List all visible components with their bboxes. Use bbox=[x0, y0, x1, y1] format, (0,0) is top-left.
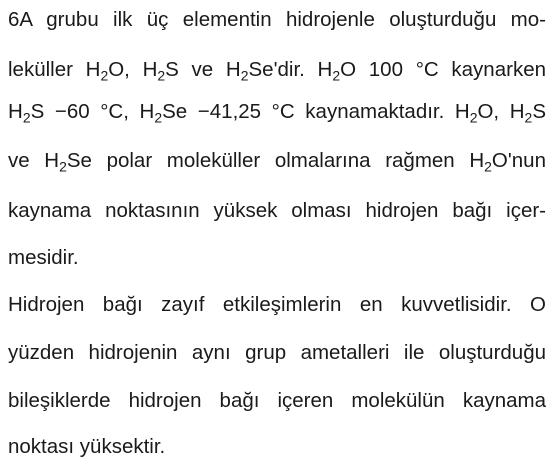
text-line: $H_2S -60$ °C, $H_2Se -41,25$ °C kaynamaktadır. $H_2O$, $H_2S$ bbox=[8, 100, 546, 126]
text-line: yüzden hidrojenin aynı grup ametalleri ile oluşturduğu bbox=[8, 341, 546, 364]
text-line: Hidrojen bağı zayıf etkileşimlerin en kuvvetlisidir. O bbox=[8, 293, 546, 316]
text-line: noktası yüksektir. bbox=[8, 435, 166, 458]
text-line: leküller $H_2O$, $H_2S$ ve $H_2Se'dir$. $H_2O$ 100 °C kaynarken bbox=[8, 58, 546, 84]
text-line: ve $H_2Se$ polar moleküller olmalarına rağmen $H_2O'nun$ bbox=[8, 149, 546, 175]
text-line: kaynama noktasının yüksek olması hidrojen bağı içer- bbox=[8, 199, 546, 222]
text-line: mesidir. bbox=[8, 246, 79, 269]
text-line: bileşiklerde hidrojen bağı içeren molekülün kaynama bbox=[8, 389, 546, 412]
text-line: 6A grubu ilk üç elementin hidrojenle oluşturduğu mo- bbox=[8, 8, 546, 31]
